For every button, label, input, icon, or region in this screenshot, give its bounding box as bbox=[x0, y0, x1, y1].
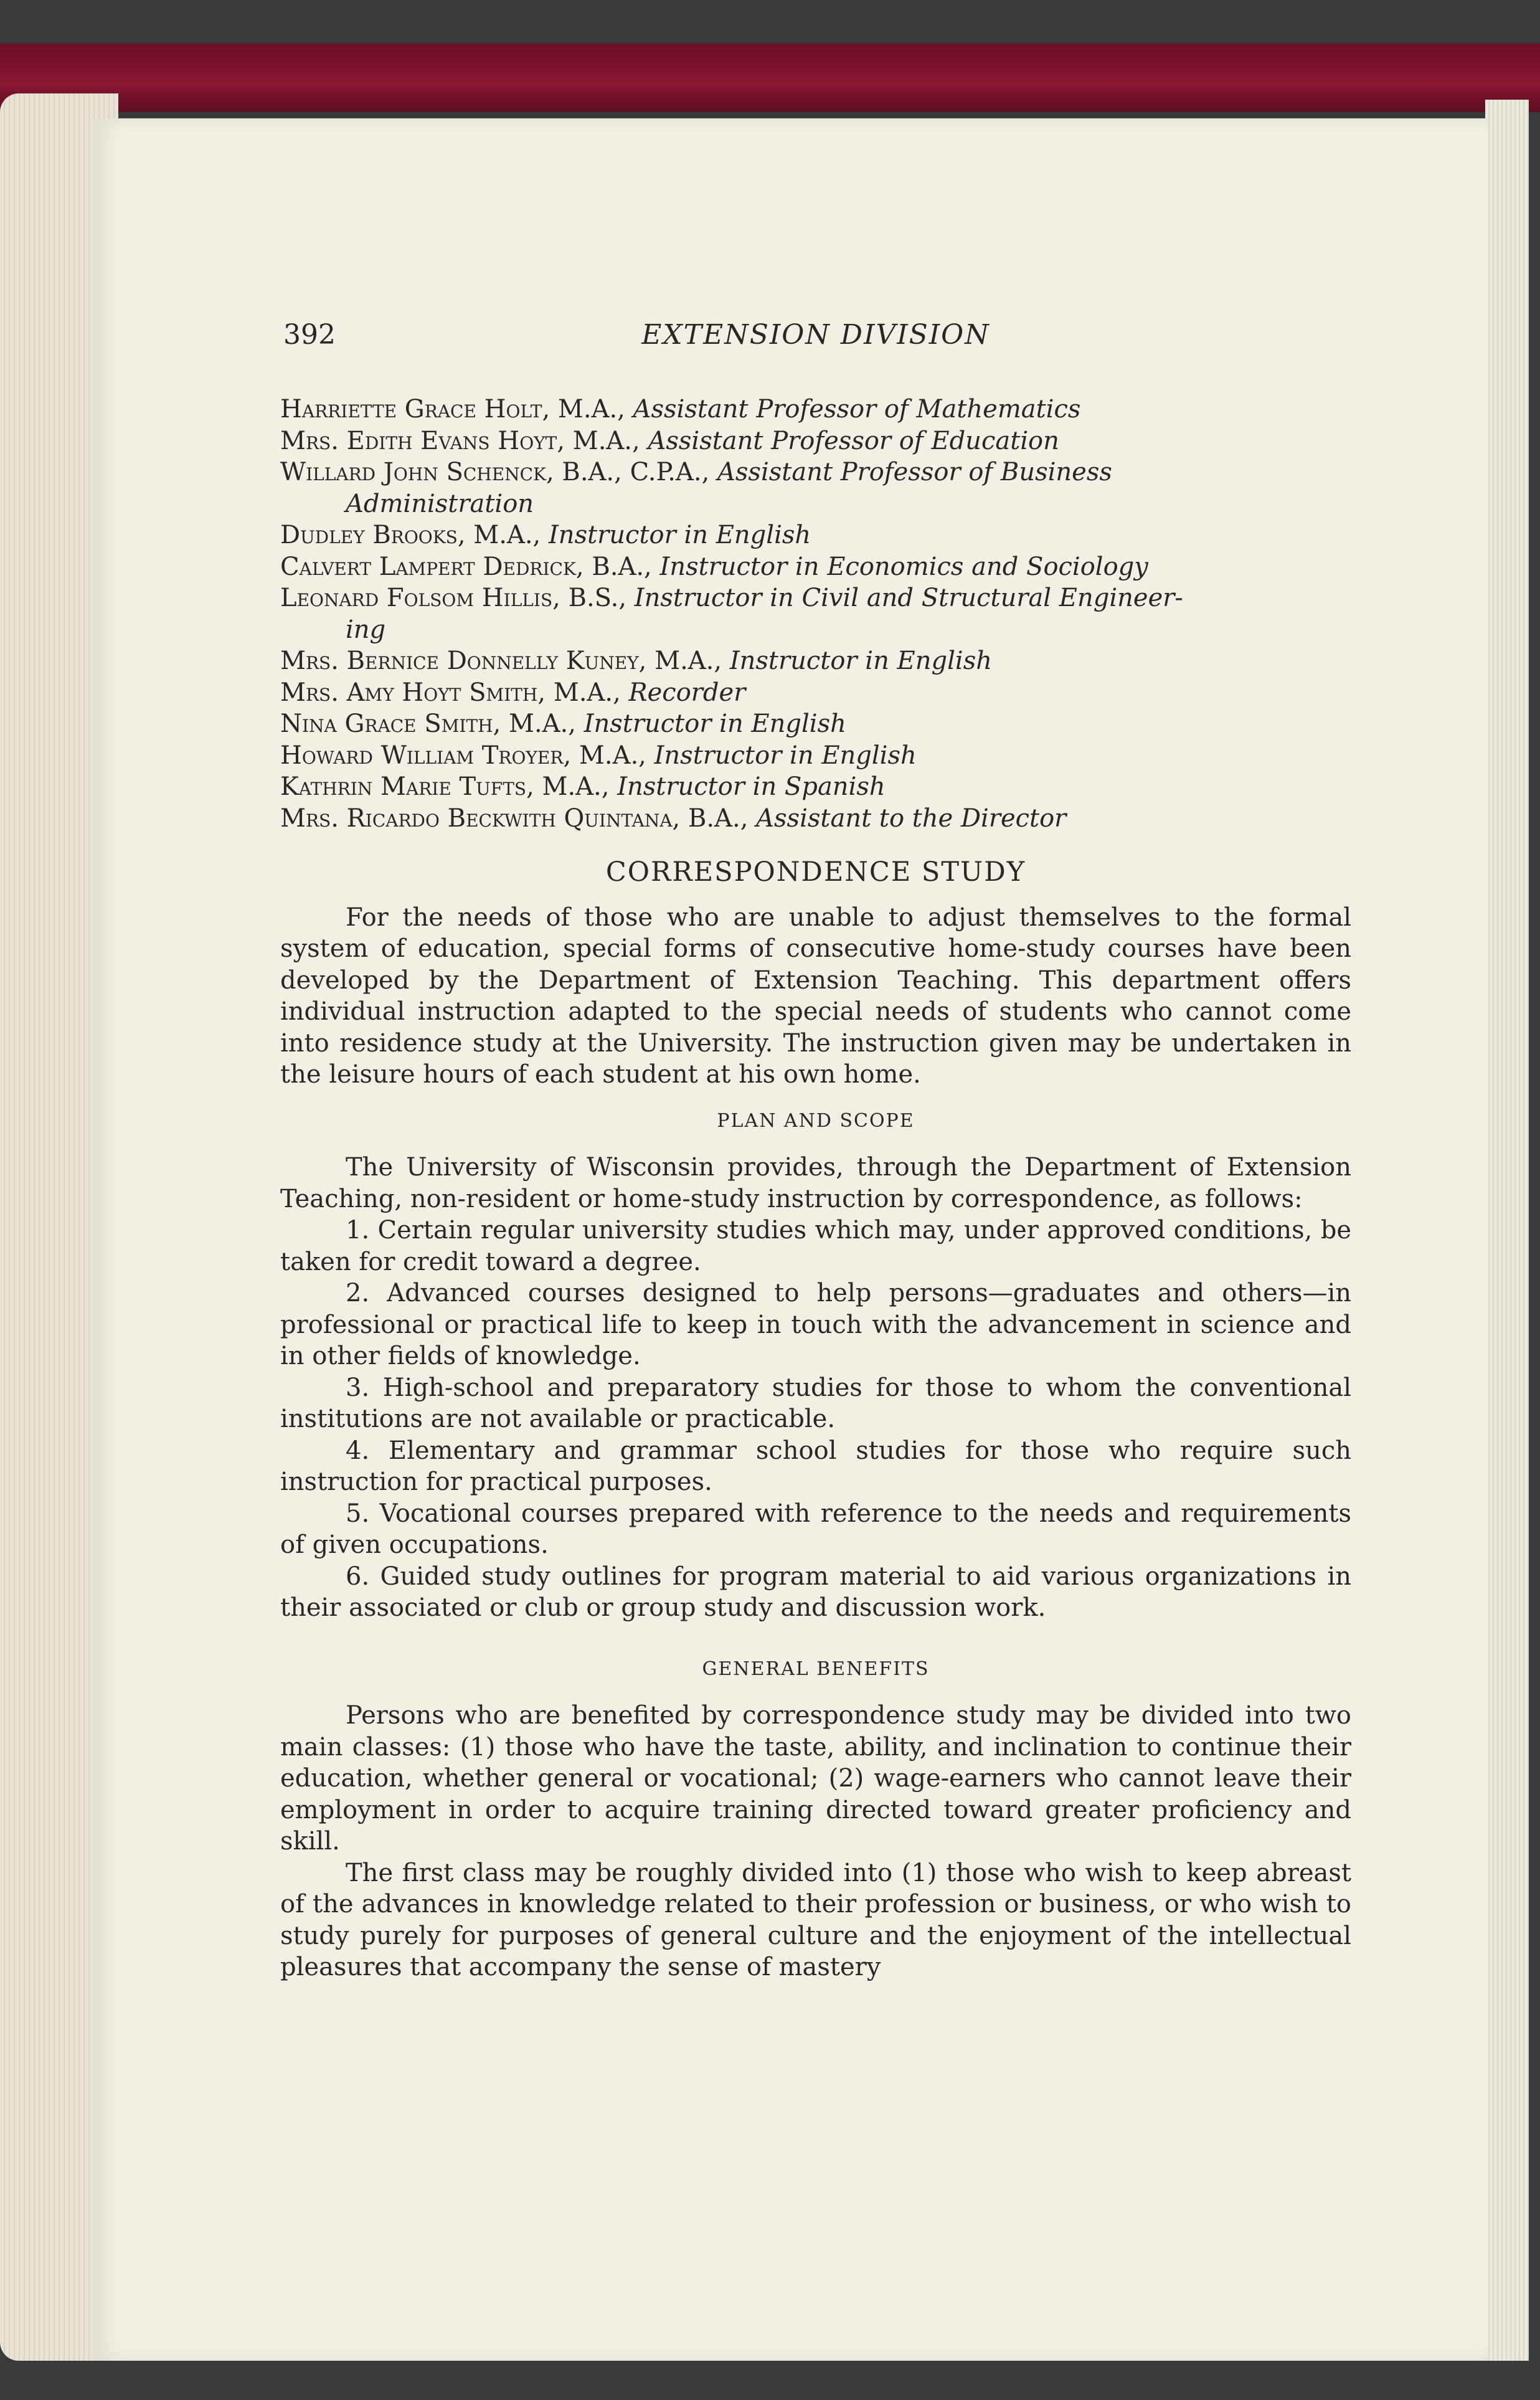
staff-name: Howard William Troyer bbox=[280, 741, 564, 770]
staff-title: Recorder bbox=[628, 678, 746, 707]
staff-degree: M.A., bbox=[542, 772, 610, 801]
page-content bbox=[280, 394, 1351, 1983]
staff-title: Instructor in English bbox=[549, 521, 811, 549]
staff-title: Instructor in English bbox=[729, 647, 992, 675]
staff-name: Mrs. Bernice Donnelly Kuney bbox=[280, 647, 639, 675]
page-header bbox=[283, 319, 1348, 356]
staff-name: Calvert Lampert Dedrick bbox=[280, 552, 576, 581]
staff-degree: B.A., bbox=[592, 552, 652, 581]
section-heading-correspondence: CORRESPONDENCE STUDY bbox=[605, 856, 1026, 888]
staff-name: Mrs. Ricardo Beckwith Quintana bbox=[280, 804, 673, 833]
plan-item: 2. Advanced courses designed to help persons—graduates and others—in professional or practical life to keep in touch with the advancement in science and in other fields of knowledge. bbox=[280, 1279, 1351, 1370]
staff-degree: M.A., bbox=[579, 741, 646, 770]
staff-list bbox=[280, 394, 1351, 834]
paragraph-benefits-2: The first class may be roughly divided into (1) those who wish to keep abreast of the advances in knowledge related to their profession or business, or who wish to study purely for purposes of general culture and the enjoyment of the intellectual pleasures that accompany the sense of mastery bbox=[280, 1858, 1351, 1981]
staff-title: Assistant Professor of Education bbox=[648, 426, 1059, 455]
staff-entry: Howard William Troyer, M.A., Instructor in English bbox=[280, 741, 917, 770]
staff-entry: Mrs. Amy Hoyt Smith, M.A., Recorder bbox=[280, 678, 746, 707]
staff-degree: B.A., C.P.A., bbox=[562, 458, 710, 486]
staff-title: Instructor in English bbox=[583, 709, 846, 738]
plan-item: 1. Certain regular university studies which may, under approved conditions, be taken for credit toward a degree. bbox=[280, 1216, 1351, 1276]
staff-title: Instructor in English bbox=[654, 741, 917, 770]
plan-item: 6. Guided study outlines for program material to aid various organizations in their associated or club or group study and discussion work. bbox=[280, 1562, 1351, 1622]
staff-title: Instructor in Economics and Sociology bbox=[659, 552, 1148, 581]
staff-entry: Willard John Schenck, B.A., C.P.A., Assistant Professor of Business Administration bbox=[280, 457, 1351, 519]
staff-entry: Dudley Brooks, M.A., Instructor in English bbox=[280, 521, 811, 549]
book-binding bbox=[0, 44, 1540, 112]
staff-title: Instructor in Spanish bbox=[617, 772, 886, 801]
staff-degree: M.A., bbox=[557, 395, 625, 424]
staff-name: Dudley Brooks bbox=[280, 521, 458, 549]
staff-entry: Kathrin Marie Tufts, M.A., Instructor in Spanish bbox=[280, 772, 886, 801]
staff-entry: Mrs. Bernice Donnelly Kuney, M.A., Instructor in English bbox=[280, 647, 992, 675]
staff-name: Mrs. Edith Evans Hoyt bbox=[280, 426, 557, 455]
staff-name: Kathrin Marie Tufts bbox=[280, 772, 527, 801]
staff-degree: B.S., bbox=[568, 584, 627, 612]
staff-degree: M.A., bbox=[553, 678, 621, 707]
staff-degree: B.A., bbox=[687, 804, 749, 833]
staff-title: Assistant Professor of Mathematics bbox=[633, 395, 1081, 424]
paragraph-benefits-1: Persons who are benefited by correspondence study may be divided into two main classes: (1) those who have the taste, ability, and inclination to continue their education, whether general or vocational; (2) wage-earners who cannot leave their employment in order to acquire training directed toward greater proficiency and skill. bbox=[280, 1701, 1351, 1856]
staff-degree: M.A., bbox=[473, 521, 541, 549]
staff-name: Leonard Folsom Hillis bbox=[280, 584, 553, 612]
staff-entry: Harriette Grace Holt, M.A., Assistant Professor of Mathematics bbox=[280, 395, 1081, 424]
staff-entry: Mrs. Edith Evans Hoyt, M.A., Assistant Professor of Education bbox=[280, 426, 1059, 455]
page-number: 392 bbox=[283, 319, 336, 351]
staff-entry: Mrs. Ricardo Beckwith Quintana, B.A., Assistant to the Director bbox=[280, 804, 1067, 833]
running-head: EXTENSION DIVISION bbox=[641, 319, 990, 351]
staff-entry: Calvert Lampert Dedrick, B.A., Instructor in Economics and Sociology bbox=[280, 552, 1148, 581]
staff-name: Willard John Schenck bbox=[280, 458, 546, 486]
plan-item: 3. High-school and preparatory studies for those to whom the conventional institutions are not available or practicable. bbox=[280, 1373, 1351, 1433]
staff-title-continuation: ing bbox=[346, 615, 386, 644]
staff-name: Harriette Grace Holt bbox=[280, 395, 542, 424]
staff-entry: Leonard Folsom Hillis, B.S., Instructor in Civil and Structural Engineer- ing bbox=[280, 582, 1351, 645]
staff-entry: Nina Grace Smith, M.A., Instructor in English bbox=[280, 709, 846, 738]
staff-degree: M.A., bbox=[654, 647, 722, 675]
staff-title: Assistant to the Director bbox=[756, 804, 1067, 833]
subheading-general-benefits: GENERAL BENEFITS bbox=[702, 1658, 930, 1680]
staff-name: Nina Grace Smith bbox=[280, 709, 493, 738]
plan-item: 4. Elementary and grammar school studies for those who require such instruction for practical purposes. bbox=[280, 1436, 1351, 1496]
plan-item: 5. Vocational courses prepared with reference to the needs and requirements of given occupations. bbox=[280, 1499, 1351, 1559]
staff-title: Instructor in Civil and Structural Engineer- bbox=[634, 584, 1183, 612]
staff-title: Assistant Professor of Business bbox=[717, 458, 1112, 486]
staff-title-continuation: Administration bbox=[346, 489, 534, 518]
staff-degree: M.A., bbox=[509, 709, 576, 738]
subheading-plan-and-scope: PLAN AND SCOPE bbox=[717, 1109, 915, 1132]
page-edges-right bbox=[1485, 100, 1529, 2361]
paragraph-correspondence-intro: For the needs of those who are unable to adjust themselves to the formal system of education, special forms of consecutive home-study courses have been developed by the Department of Extension Teaching. This department offers individual instruction adapted to the special needs of students who cannot come into residence study at the University. The instruction given may be undertaken in the leisure hours of each student at his own home. bbox=[280, 903, 1351, 1089]
staff-degree: M.A., bbox=[572, 426, 640, 455]
paragraph-plan-intro: The University of Wisconsin provides, through the Department of Extension Teaching, non-resident or home-study instruction by correspondence, as follows: bbox=[280, 1153, 1351, 1213]
staff-name: Mrs. Amy Hoyt Smith bbox=[280, 678, 538, 707]
